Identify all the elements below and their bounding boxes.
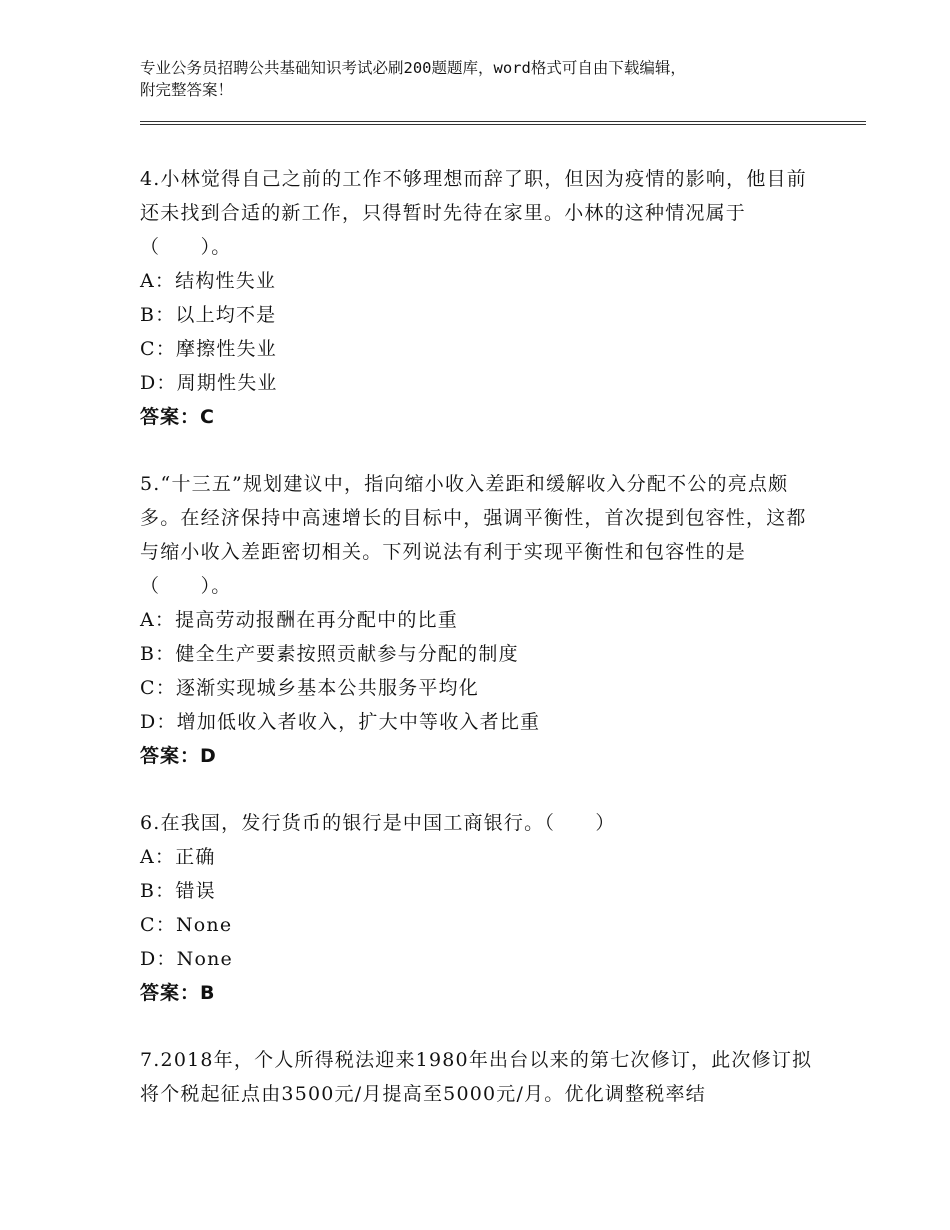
header-rule-bottom: [140, 124, 866, 125]
option-a: A：正确: [140, 846, 216, 868]
question-stem: 5.“十三五”规划建议中，指向缩小收入差距和缓解收入分配不公的亮点颇多。在经济保持中高速增长的目标中，强调平衡性，首次提到包容性，这都与缩小收入差距密切相关。下列说法有利于实现平衡性和包容性的是（ ）。: [140, 473, 807, 597]
question-7: [140, 1043, 820, 1111]
answer-line: 答案：B: [140, 982, 216, 1004]
header-rule-top: [140, 121, 866, 122]
option-a: A：提高劳动报酬在再分配中的比重: [140, 609, 458, 631]
question-stem: 7.2018年，个人所得税法迎来1980年出台以来的第七次修订，此次修订拟将个税起征点由3500元/月提高至5000元/月。优化调整税率结: [140, 1049, 813, 1105]
question-list: [140, 162, 820, 1144]
option-d: D：周期性失业: [140, 372, 278, 394]
option-c: C：None: [140, 914, 233, 936]
question-stem: 6.在我国，发行货币的银行是中国工商银行。（ ）: [140, 812, 616, 834]
option-d: D：None: [140, 948, 233, 970]
question-5: [140, 467, 820, 773]
option-a: A：结构性失业: [140, 270, 277, 292]
question-stem: 4.小林觉得自己之前的工作不够理想而辞了职，但因为疫情的影响，他目前还未找到合适的新工作，只得暂时先待在家里。小林的这种情况属于（ ）。: [140, 168, 807, 258]
question-4: [140, 162, 820, 434]
option-b: B：错误: [140, 880, 216, 902]
answer-line: 答案：C: [140, 406, 215, 428]
option-c: C：摩擦性失业: [140, 338, 277, 360]
option-c: C：逐渐实现城乡基本公共服务平均化: [140, 677, 479, 699]
option-b: B：以上均不是: [140, 304, 277, 326]
option-b: B：健全生产要素按照贡献参与分配的制度: [140, 643, 519, 665]
answer-line: 答案：D: [140, 745, 217, 767]
question-6: [140, 806, 820, 1010]
document-header: 专业公务员招聘公共基础知识考试必刷200题题库，word格式可自由下载编辑， 附完整答案！: [140, 59, 686, 99]
option-d: D：增加低收入者收入，扩大中等收入者比重: [140, 711, 541, 733]
